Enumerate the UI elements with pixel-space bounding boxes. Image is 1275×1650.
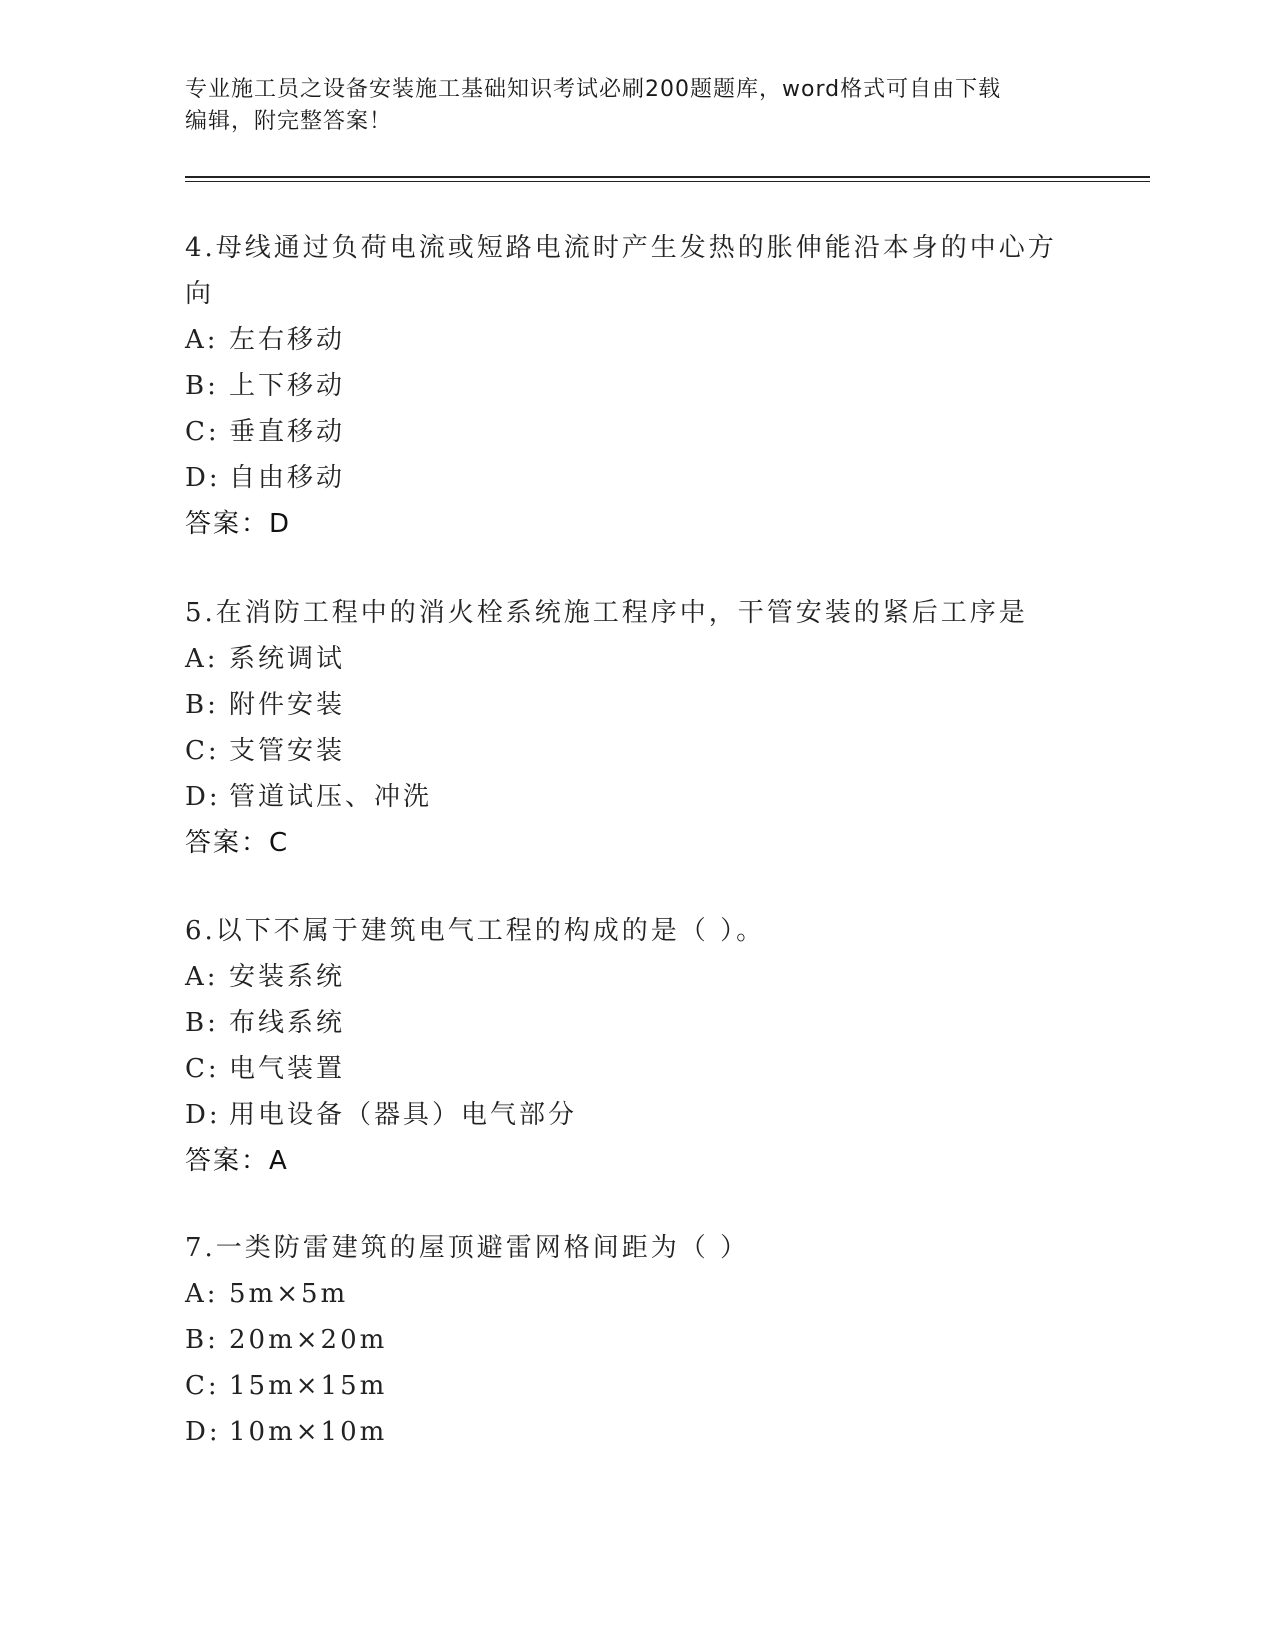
option-text: 布线系统	[229, 1008, 346, 1038]
option-key: C:	[185, 1054, 220, 1084]
option-text: 上下移动	[229, 371, 346, 401]
option-text: 15m×15m	[229, 1371, 388, 1401]
header-divider-thin	[185, 181, 1150, 182]
option-text: 支管安装	[229, 736, 346, 766]
question-stem: 5.在消防工程中的消火栓系统施工程序中，干管安装的紧后工序是	[185, 598, 1028, 628]
option-c	[185, 409, 1085, 455]
question-5	[185, 590, 1085, 866]
answer-line: 答案：C	[185, 828, 290, 858]
option-text: 系统调试	[229, 644, 346, 674]
question-stem: 7.一类防雷建筑的屋顶避雷网格间距为（ ）	[185, 1233, 750, 1263]
question-stem: 4.母线通过负荷电流或短路电流时产生发热的胀伸能沿本身的中心方	[185, 233, 1057, 263]
option-key: A:	[185, 325, 219, 355]
option-a	[185, 317, 1085, 363]
option-a	[185, 636, 1085, 682]
option-text: 电气装置	[229, 1054, 346, 1084]
option-b	[185, 363, 1085, 409]
option-key: C:	[185, 417, 220, 447]
header-divider-thick	[185, 176, 1150, 178]
option-text: 附件安装	[229, 690, 346, 720]
option-key: A:	[185, 962, 219, 992]
option-b	[185, 682, 1085, 728]
option-text: 自由移动	[229, 463, 346, 493]
option-c	[185, 728, 1085, 774]
header-line-2: 编辑，附完整答案！	[185, 109, 393, 134]
option-key: C:	[185, 736, 220, 766]
option-key: D:	[185, 782, 221, 812]
option-text: 5m×5m	[229, 1279, 349, 1309]
option-key: B:	[185, 1008, 219, 1038]
option-text: 左右移动	[229, 325, 346, 355]
option-d	[185, 1409, 1085, 1455]
option-a	[185, 1271, 1085, 1317]
option-key: B:	[185, 690, 219, 720]
option-a	[185, 954, 1085, 1000]
option-text: 垂直移动	[229, 417, 346, 447]
question-stem: 6.以下不属于建筑电气工程的构成的是（ ）。	[185, 916, 766, 946]
option-key: D:	[185, 1417, 221, 1447]
option-text: 20m×20m	[229, 1325, 388, 1355]
option-key: A:	[185, 644, 219, 674]
option-text: 管道试压、冲洗	[229, 782, 433, 812]
option-key: B:	[185, 1325, 219, 1355]
option-key: B:	[185, 371, 219, 401]
option-text: 10m×10m	[229, 1417, 388, 1447]
option-key: D:	[185, 1100, 221, 1130]
option-key: D:	[185, 463, 221, 493]
answer-line: 答案：A	[185, 1146, 289, 1176]
question-7	[185, 1225, 1085, 1455]
answer-line: 答案：D	[185, 509, 292, 539]
option-d	[185, 774, 1085, 820]
option-c	[185, 1046, 1085, 1092]
option-b	[185, 1317, 1085, 1363]
question-stem-continued: 向	[185, 279, 215, 309]
option-d	[185, 1092, 1085, 1138]
document-header	[185, 74, 1085, 138]
option-text: 安装系统	[229, 962, 346, 992]
option-b	[185, 1000, 1085, 1046]
header-line-1: 专业施工员之设备安装施工基础知识考试必刷200题题库，word格式可自由下载	[185, 77, 1002, 102]
question-6	[185, 908, 1085, 1184]
option-key: A:	[185, 1279, 219, 1309]
question-4	[185, 225, 1085, 547]
option-key: C:	[185, 1371, 220, 1401]
option-c	[185, 1363, 1085, 1409]
option-text: 用电设备（器具）电气部分	[229, 1100, 578, 1130]
option-d	[185, 455, 1085, 501]
